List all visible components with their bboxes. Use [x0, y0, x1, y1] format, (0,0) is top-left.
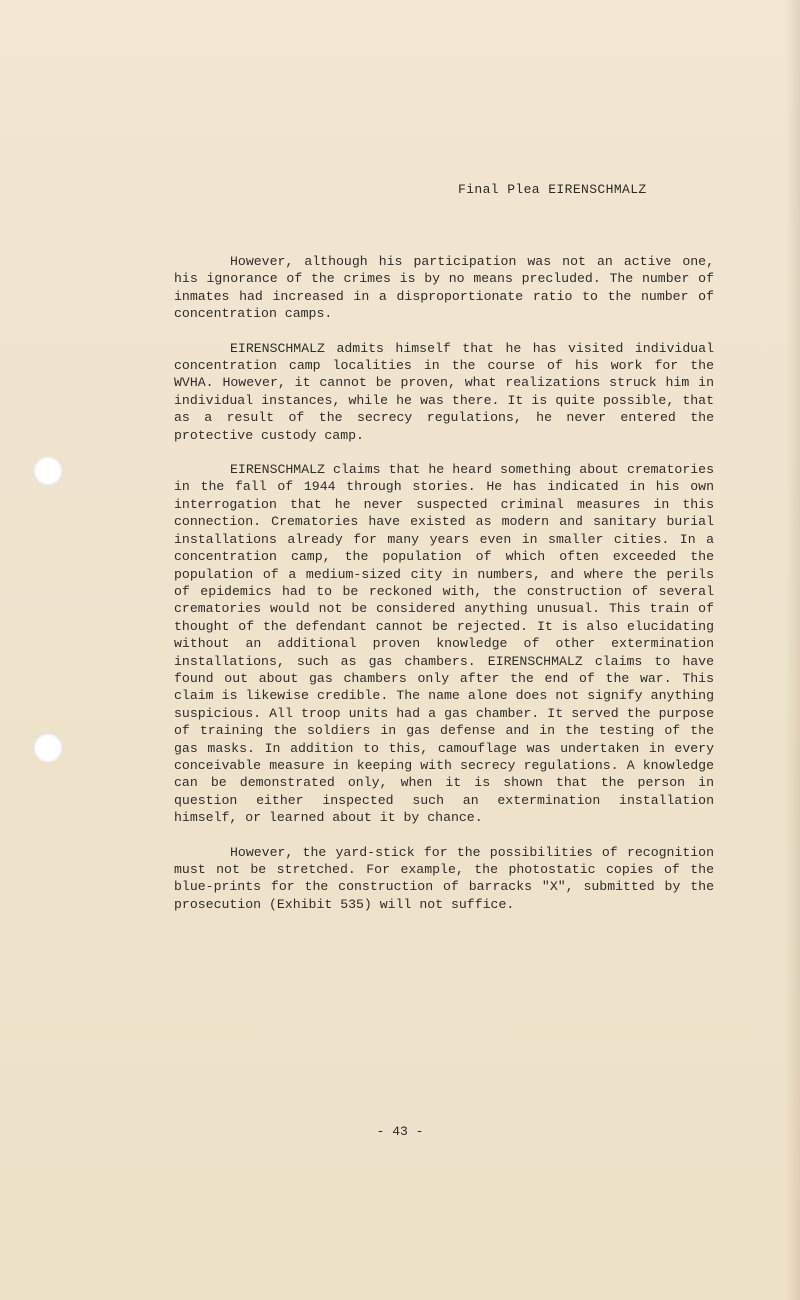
page-number: - 43 - [376, 1124, 424, 1139]
paragraph-3: EIRENSCHMALZ claims that he heard something about crematories in the fall of 1944 through stories. He has indicated in his own interrogation that he never suspected criminal measures in this connection. Crematories have existed as modern and sanitary burial installations already for many years even in smaller cities. In a concentration camp, the population of which often exceeded the population of a medium-sized city in numbers, and where the perils of epidemics had to be reckoned with, the construction of several crematories would not be considered anything unusual. This train of thought of the defendant cannot be rejected. It is also elucidating without an additional proven knowledge of other extermination installations, such as gas chambers. EIRENSCHMALZ claims to have found out about gas chambers only after the end of the war. This claim is likewise credible. The name alone does not signify anything suspicious. All troop units had a gas chamber. It served the purpose of training the soldiers in gas defense and in the testing of the gas masks. In addition to this, camouflage was undertaken in every conceivable measure in keeping with secrecy regulations. A knowledge can be demonstrated only, when it is shown that the person in question either inspected such an extermination installation himself, or learned about it by chance. [174, 462, 714, 826]
punch-hole-lower [33, 733, 63, 763]
body-text [174, 253, 714, 913]
punch-hole-upper [33, 456, 63, 486]
paragraph-4: However, the yard-stick for the possibilities of recognition must not be stretched. For example, the photostatic copies of the blue-prints for the construction of barracks "X", submitted by the prosecution (Exhibit 535) will not suffice. [174, 844, 714, 912]
paragraph-1: However, although his participation was not an active one, his ignorance of the crimes is by no means precluded. The number of inmates had increased in a disproportionate ratio to the number of concentration camps. [174, 254, 714, 322]
paragraph-2: EIRENSCHMALZ admits himself that he has visited individual concentration camp localities in the course of his work for the WVHA. However, it cannot be proven, what realizations struck him in individual instances, while he was there. It is quite possible, that as a result of the secrecy regulations, he never entered the protective custody camp. [174, 340, 714, 443]
page-header: Final Plea EIRENSCHMALZ [458, 182, 647, 197]
